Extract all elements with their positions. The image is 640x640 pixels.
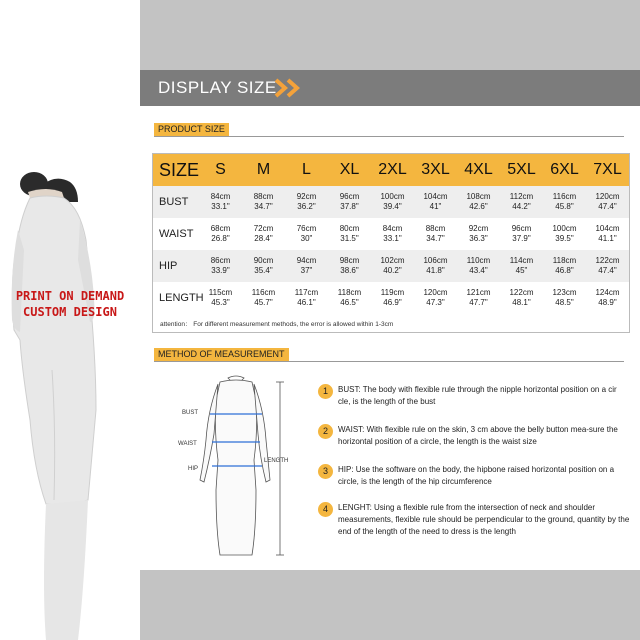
step-number: 2: [318, 424, 333, 439]
inch-value: 39.5": [555, 234, 574, 243]
inch-value: 43.4": [469, 266, 488, 275]
inch-value: 45.7": [254, 298, 273, 307]
step-number: 4: [318, 502, 333, 517]
cm-value: 86cm: [210, 256, 231, 265]
size-cell: [242, 186, 285, 218]
cm-value: 90cm: [253, 256, 274, 265]
diagram-bust-label: BUST: [182, 410, 199, 416]
inch-value: 47.4": [598, 266, 617, 275]
cm-value: 102cm: [380, 256, 405, 265]
inch-value: 37.8": [340, 202, 359, 211]
size-cell: [285, 186, 328, 218]
size-cell: [328, 186, 371, 218]
step-text: BUST: The body with flexible rule through the nipple horizontal position on a cir cle, is the length of the bust: [338, 385, 617, 406]
cm-value: 124cm: [595, 288, 620, 297]
cm-value: 118cm: [337, 288, 362, 297]
cm-value: 108cm: [466, 192, 491, 201]
diagram-hip-label: HIP: [188, 466, 199, 472]
inch-value: 41.8": [426, 266, 445, 275]
size-cell: [457, 282, 500, 314]
inch-value: 39.4": [383, 202, 402, 211]
cm-value: 84cm: [382, 224, 403, 233]
size-cell: [500, 186, 543, 218]
cm-value: 96cm: [511, 224, 532, 233]
diagram-waist-label: WAIST: [178, 441, 197, 447]
cm-value: 115cm: [208, 288, 233, 297]
size-header-cell: 7XL: [586, 154, 629, 186]
size-header-cell: XL: [328, 154, 371, 186]
inch-value: 38.6": [340, 266, 359, 275]
cm-value: 122cm: [595, 256, 620, 265]
inch-value: 48.1": [512, 298, 531, 307]
inch-value: 44.2": [512, 202, 531, 211]
inch-value: 40.2": [383, 266, 402, 275]
cm-value: 98cm: [339, 256, 360, 265]
inch-value: 45.3": [211, 298, 230, 307]
top-gray-band: [140, 0, 640, 70]
row-label: LENGTH: [153, 282, 199, 314]
size-cell: [586, 186, 629, 218]
inch-value: 46.1": [297, 298, 316, 307]
size-header-cell: M: [242, 154, 285, 186]
row-label: HIP: [153, 250, 199, 282]
diagram-length-label: LENGTH: [264, 458, 289, 464]
size-cell: [543, 218, 586, 250]
size-cell: [328, 218, 371, 250]
product-size-heading: PRODUCT SIZE: [154, 123, 229, 136]
cm-value: 92cm: [468, 224, 489, 233]
size-cell: [371, 218, 414, 250]
cm-value: 119cm: [380, 288, 405, 297]
cm-value: 123cm: [552, 288, 577, 297]
bottom-gray-band: [140, 570, 640, 640]
cm-value: 104cm: [423, 192, 448, 201]
size-cell: [586, 218, 629, 250]
table-row: [153, 218, 629, 250]
inch-value: 30": [300, 234, 313, 243]
inch-value: 46.9": [383, 298, 402, 307]
cm-value: 110cm: [466, 256, 491, 265]
inch-value: 34.7": [426, 234, 445, 243]
size-corner-label: SIZE: [153, 154, 199, 186]
cm-value: 120cm: [595, 192, 620, 201]
cm-value: 76cm: [296, 224, 317, 233]
cm-value: 72cm: [253, 224, 274, 233]
size-cell: [328, 250, 371, 282]
size-header-cell: 4XL: [457, 154, 500, 186]
size-header-cell: 2XL: [371, 154, 414, 186]
inch-value: 26.8": [211, 234, 230, 243]
cm-value: 100cm: [380, 192, 405, 201]
method-heading: METHOD OF MEASUREMENT: [154, 348, 289, 361]
cm-value: 112cm: [509, 192, 534, 201]
table-row: [153, 282, 629, 314]
size-cell: [586, 282, 629, 314]
size-cell: [543, 186, 586, 218]
cm-value: 106cm: [423, 256, 448, 265]
size-cell: [500, 218, 543, 250]
cm-value: 94cm: [296, 256, 317, 265]
size-cell: [328, 282, 371, 314]
table-row: [153, 186, 629, 218]
inch-value: 36.2": [297, 202, 316, 211]
size-cell: [414, 250, 457, 282]
size-header-cell: 5XL: [500, 154, 543, 186]
cm-value: 68cm: [210, 224, 231, 233]
inch-value: 48.9": [598, 298, 617, 307]
inch-value: 31.5": [340, 234, 359, 243]
size-cell: [285, 218, 328, 250]
cm-value: 118cm: [552, 256, 577, 265]
inch-value: 47.3": [426, 298, 445, 307]
inch-value: 37": [300, 266, 313, 275]
size-cell: [414, 218, 457, 250]
cm-value: 80cm: [339, 224, 360, 233]
row-label: BUST: [153, 186, 199, 218]
inch-value: 41.1": [598, 234, 617, 243]
display-size-banner: [140, 70, 640, 106]
size-cell: [414, 282, 457, 314]
inch-value: 47.7": [469, 298, 488, 307]
size-cell: [500, 250, 543, 282]
inch-value: 48.5": [555, 298, 574, 307]
banner-title: DISPLAY SIZE: [158, 78, 277, 97]
cm-value: 104cm: [595, 224, 620, 233]
cm-value: 88cm: [253, 192, 274, 201]
cm-value: 120cm: [423, 288, 448, 297]
cm-value: 116cm: [552, 192, 577, 201]
size-cell: [285, 250, 328, 282]
dress-model-image: [0, 170, 140, 640]
divider: [154, 136, 624, 137]
inch-value: 47.4": [598, 202, 617, 211]
inch-value: 33.1": [211, 202, 230, 211]
cm-value: 84cm: [210, 192, 231, 201]
step-number: 3: [318, 464, 333, 479]
inch-value: 28.4": [254, 234, 273, 243]
cm-value: 116cm: [251, 288, 276, 297]
row-label: WAIST: [153, 218, 199, 250]
inch-value: 35.4": [254, 266, 273, 275]
step-text: WAIST: With flexible rule on the skin, 3 cm above the belly button mea-sure the horizontal position of a circle, the length is the waist size: [338, 425, 618, 446]
step-text: HIP: Use the software on the body, the hipbone raised horizontal position on a circle, is the length of the hip circumference: [338, 465, 615, 486]
cm-value: 88cm: [425, 224, 446, 233]
size-cell: [285, 282, 328, 314]
inch-value: 45": [515, 266, 528, 275]
measurement-diagram: [170, 370, 300, 570]
cm-value: 117cm: [294, 288, 319, 297]
inch-value: 33.1": [383, 234, 402, 243]
size-cell: [242, 282, 285, 314]
inch-value: 42.6": [469, 202, 488, 211]
size-cell: [543, 250, 586, 282]
size-table: [152, 153, 630, 333]
inch-value: 41": [429, 202, 442, 211]
inch-value: 34.7": [254, 202, 273, 211]
size-cell: [457, 186, 500, 218]
size-cell: [199, 218, 242, 250]
cm-value: 114cm: [509, 256, 534, 265]
print-on-demand-label: [0, 288, 140, 320]
size-header-cell: S: [199, 154, 242, 186]
size-cell: [199, 282, 242, 314]
cm-value: 96cm: [339, 192, 360, 201]
size-cell: [414, 186, 457, 218]
cm-value: 122cm: [509, 288, 534, 297]
step-text: LENGHT: Using a flexible rule from the intersection of neck and shoulder measurements, flexible rule should be perpendicular to the ground, quantity by the end of the length of the need to dress is the length: [338, 503, 630, 536]
size-cell: [371, 282, 414, 314]
inch-value: 36.3": [469, 234, 488, 243]
size-cell: [199, 186, 242, 218]
attention-note: attention： For different measurement methods, the error is allowed within 1-3cm: [160, 321, 394, 328]
size-cell: [500, 282, 543, 314]
table-row: [153, 250, 629, 282]
cm-value: 121cm: [466, 288, 491, 297]
inch-value: 37.9": [512, 234, 531, 243]
size-cell: [242, 218, 285, 250]
print-on-demand-line2: CUSTOM DESIGN: [23, 305, 117, 319]
inch-value: 33.9": [211, 266, 230, 275]
size-cell: [371, 250, 414, 282]
size-header-row: [153, 154, 629, 186]
size-cell: [457, 218, 500, 250]
step-number: 1: [318, 384, 333, 399]
size-header-cell: 6XL: [543, 154, 586, 186]
size-cell: [543, 282, 586, 314]
size-cell: [586, 250, 629, 282]
inch-value: 46.8": [555, 266, 574, 275]
inch-value: 46.5": [340, 298, 359, 307]
print-on-demand-line1: PRINT ON DEMAND: [15, 289, 125, 303]
divider: [154, 361, 624, 362]
cm-value: 100cm: [552, 224, 577, 233]
size-cell: [242, 250, 285, 282]
inch-value: 45.8": [555, 202, 574, 211]
cm-value: 92cm: [296, 192, 317, 201]
size-header-cell: L: [285, 154, 328, 186]
size-header-cell: 3XL: [414, 154, 457, 186]
double-chevron-icon: [272, 77, 308, 99]
size-cell: [199, 250, 242, 282]
size-cell: [371, 186, 414, 218]
size-cell: [457, 250, 500, 282]
